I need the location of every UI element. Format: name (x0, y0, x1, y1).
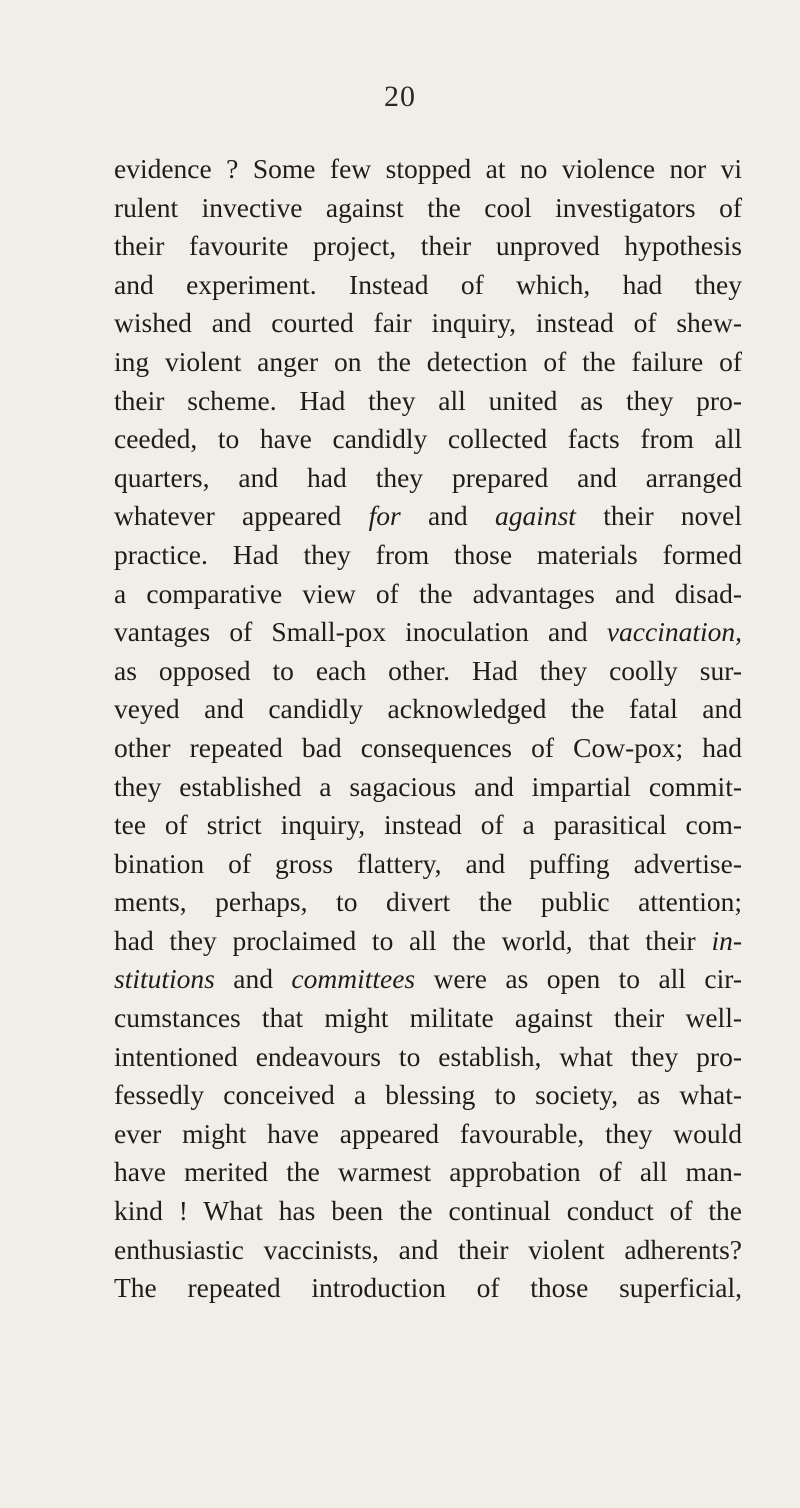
text-line (114, 1231, 742, 1270)
text-line (114, 1038, 742, 1077)
italic-text: stitutions (114, 963, 215, 995)
text-line (114, 382, 742, 421)
text-line (114, 690, 742, 729)
italic-text: for (368, 500, 401, 532)
text-segment: The repeated introduction of those superficial, (114, 1272, 742, 1304)
text-segment: evidence ? Some few stopped at no violence nor vi (114, 153, 742, 184)
text-line (114, 1076, 742, 1115)
text-segment: were as open to all cir- (415, 963, 742, 995)
text-line (114, 304, 742, 343)
text-segment: practice. Had they from those materials formed (114, 538, 742, 570)
text-line (114, 1115, 742, 1154)
text-segment: intentioned endeavours to establish, what they pro- (114, 1040, 742, 1072)
text-segment: and (400, 500, 495, 532)
text-segment: ing violent anger on the detection of the failure of (114, 345, 742, 377)
text-segment: veyed and candidly acknowledged the fatal and (114, 693, 742, 725)
text-line (114, 189, 742, 228)
text-segment: bination of gross flattery, and puffing advertise- (114, 847, 742, 879)
text-line (114, 575, 742, 614)
text-line (114, 420, 742, 459)
text-segment: have merited the warmest approbation of all man- (114, 1156, 742, 1188)
text-segment: they established a sagacious and impartial commit- (114, 770, 742, 802)
italic-text: vaccination, (606, 616, 742, 648)
text-line (114, 999, 742, 1038)
text-segment: other repeated bad consequences of Cow-pox; had (114, 731, 742, 763)
italic-text: in- (711, 924, 742, 956)
text-line (114, 922, 742, 961)
text-segment: ceeded, to have candidly collected facts from all (114, 423, 742, 455)
text-line (114, 845, 742, 884)
text-segment: enthusiastic vaccinists, and their violent adherents? (114, 1233, 742, 1265)
text-segment: kind ! What has been the continual conduct of the (114, 1195, 742, 1227)
text-line (114, 1153, 742, 1192)
italic-text: committees (291, 963, 416, 995)
text-line (114, 459, 742, 498)
page-number: 20 (384, 80, 416, 113)
text-line (114, 227, 742, 266)
text-segment: and (214, 963, 292, 995)
text-line (114, 1192, 742, 1231)
text-segment: vantages of Small-pox inoculation and (114, 616, 607, 648)
text-segment: their scheme. Had they all united as they pro- (114, 384, 742, 416)
page-text (114, 150, 742, 1308)
text-line (114, 150, 742, 189)
text-line (114, 613, 742, 652)
text-line (114, 1269, 742, 1308)
text-segment: fessedly conceived a blessing to society, as what- (114, 1079, 742, 1111)
text-segment: and experiment. Instead of which, had they (114, 268, 742, 300)
text-segment: their favourite project, their unproved hypothesis (114, 230, 742, 262)
text-segment: quarters, and had they prepared and arranged (114, 461, 742, 493)
text-line (114, 768, 742, 807)
text-line (114, 883, 742, 922)
text-segment: ever might have appeared favourable, they would (114, 1117, 742, 1149)
text-segment: ments, perhaps, to divert the public attention; (114, 886, 742, 918)
italic-text: against (494, 500, 576, 532)
text-line (114, 266, 742, 305)
text-segment: whatever appeared (114, 500, 369, 532)
text-line (114, 652, 742, 691)
text-line (114, 497, 742, 536)
text-line (114, 343, 742, 382)
text-line (114, 960, 742, 999)
text-segment: their novel (575, 500, 742, 532)
text-segment: had they proclaimed to all the world, that their (114, 924, 712, 956)
text-segment: cumstances that might militate against their well- (114, 1002, 742, 1034)
text-segment: rulent invective against the cool investigators of (114, 191, 742, 223)
text-line (114, 536, 742, 575)
text-segment: as opposed to each other. Had they coolly sur- (114, 654, 742, 686)
text-segment: wished and courted fair inquiry, instead of shew- (114, 307, 742, 339)
text-line (114, 806, 742, 845)
text-segment: tee of strict inquiry, instead of a parasitical com- (114, 809, 742, 841)
text-line (114, 729, 742, 768)
text-segment: a comparative view of the advantages and disad- (114, 577, 742, 609)
